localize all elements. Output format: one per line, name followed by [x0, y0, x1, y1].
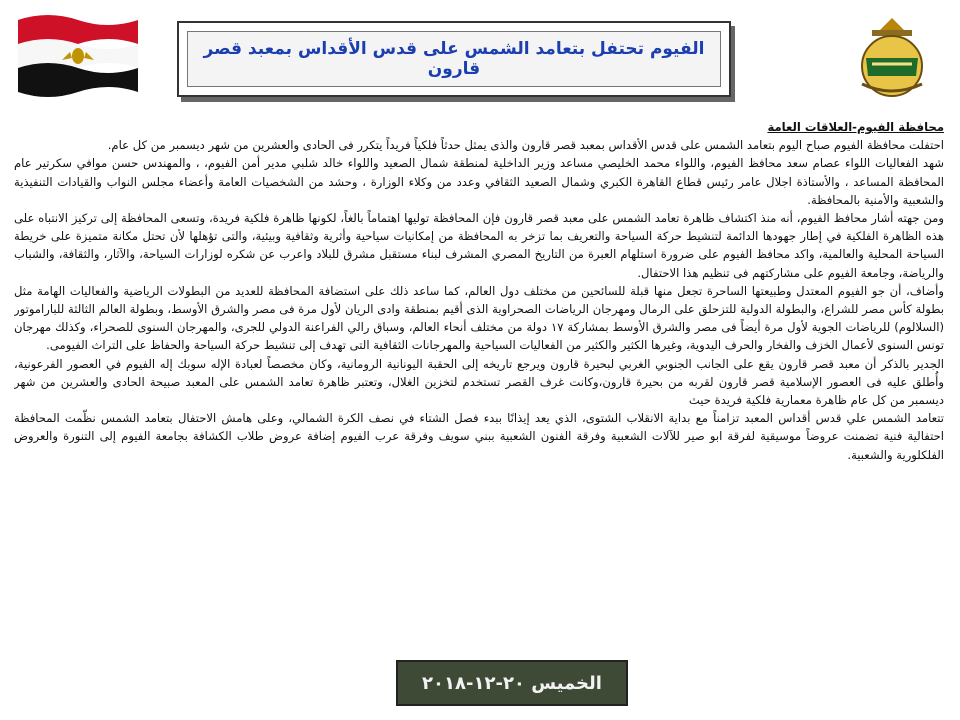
egypt-flag — [14, 10, 142, 98]
headline-inner — [187, 31, 721, 87]
governorate-logo — [842, 14, 942, 100]
date-label: الخميس ٢٠-١٢-٢٠١٨ — [422, 672, 602, 694]
article-byline: محافظة الفيوم-العلاقات العامة — [767, 120, 944, 134]
date-banner — [396, 660, 628, 706]
article-paragraph: شهد الفعاليات اللواء عصام سعد محافظ الفيوم، واللواء محمد الخليصي مساعد وزير الداخلية لمنطقة شمال الصعيد واللواء خالد شلبي مدير أمن الفيوم، ، والمهندس حسن موافي سكرتير عام المحافظة المساعد ، والأستاذة اجلال عامر رئيس قطاع القاهرة الكبري وشمال الصعيد الثقافي وعدد من وكلاء الوزارة ، وحشد من الشخصيات العامة وأعضاء مجلس النواب والقيادات التنفيذية والشعبية والأمنية بالمحافظة. — [14, 156, 944, 207]
article-paragraph: ومن جهته أشار محافظ الفيوم، أنه منذ اكتشاف ظاهرة تعامد الشمس على معبد قصر قارون فإن المحافظة توليها اهتماماً بالغاً، لكونها ظاهرة فلكية فريدة، وتسعى المحافظة إلى تركيز الانتباه على هذه الظاهرة الفلكية في إطار جهودها الدائمة لتنشيط حركة السياحة والتعريف بما تزخر به المحافظة من إمكانيات سياحية وأثرية وثقافية وبيئية، والتى تؤهلها لأن تحتل مكانة متميزة على خريطة السياحة المحلية والعالمية، واكد محافظ الفيوم على ضرورة استلهام العبرة من التاريخ المصري المشرف لبناء مستقبل مشرق للبلاد واعرب عن شكره لوزارات السياحة، والآثار، والثقافة، والشباب والرياضة، وجامعة الفيوم على مشاركتهم فى تنظيم هذا الاحتفال. — [14, 211, 944, 280]
article-paragraph: تتعامد الشمس علي قدس أقداس المعبد تزامناً مع بداية الانقلاب الشتوى، الذي يعد إيذانًا ببدء فصل الشتاء في نصف الكرة الشمالي، وعلى هامش الاحتفال بتعامد الشمس نظّمت المحافظة احتفالية فنية تضمنت عروضاً موسيقية لفرقة ابو صير للآلات الشعبية وفرقة الفنون الشعبية ببني سويف وفرقة عرب الفيوم إضافة عروض طلاب الكشافة بجامعة الفيوم إلى التنورة والعروض الفلكلورية والشعبية. — [14, 411, 944, 462]
article-body — [14, 118, 944, 638]
headline-box — [177, 21, 731, 97]
headline-title: الفيوم تحتفل بتعامد الشمس على قدس الأقداس بمعبد قصر قارون — [203, 39, 705, 79]
article-paragraph: الجدير بالذكر أن معبد قصر قارون يقع على الجانب الجنوبي الغربي لبحيرة قارون ويرجع تاريخه إلى الحقبة اليونانية الرومانية، وكان مخصصاً لعبادة الإله سوبك إله الفيوم في العصور الفرعونية، وأُطلق عليه فى العصور الإسلامية قصر قارون لقربه من بحيرة قارون،وكانت غرف القصر تستخدم لتخزين الغلال، وتعتبر ظاهرة تعامد الشمس على المعبد صبيحة الحادى والعشرين من شهر ديسمبر من كل عام ظاهرة معمارية فلكية فريدة حيث — [14, 356, 944, 408]
article-paragraph: وأضاف، أن جو الفيوم المعتدل وطبيعتها الساحرة تجعل منها قبلة للسائحين من مختلف دول العالم، كما ساعد ذلك على استضافة المحافظة للعديد من البطولات الرياضية والفعاليات الهامة مثل بطولة كأس مصر للشراع، والبطولة الدولية للتزحلق على الرمال ومهرجان الرياضات الصحراوية الذى أقيم بمنطقة وادى الريان لأول مرة فى مصر والشرق الأوسط، وبطولة العالم الثالثة للباراموتور (السلالوم) للرياضات الجوية لأول مرة أيضاً فى مصر والشرق الأوسط بمشاركة ١٧ دولة من مختلف أنحاء العالم، وسباق رالي الفراعنة الدولي للجرى، والمهرجان السنوى للصحراء، وكذلك مهرجان تونس السنوى لأعمال الخزف والفخار والحرف اليدوية، وغيرها الكثير والكثير من الفعاليات السياحية والمهرجانات الثقافية التى تهدف إلى تنشيط حركة السياحة والحفاظ على التراث الفيومى. — [14, 283, 944, 353]
article-paragraph: احتفلت محافظة الفيوم صباح اليوم بتعامد الشمس على قدس الأقداس بمعبد قصر قارون والذى يمثل حدثاً فلكياً فريداً يتكرر فى الحادى والعشرين من شهر ديسمبر من كل عام. — [107, 138, 944, 153]
